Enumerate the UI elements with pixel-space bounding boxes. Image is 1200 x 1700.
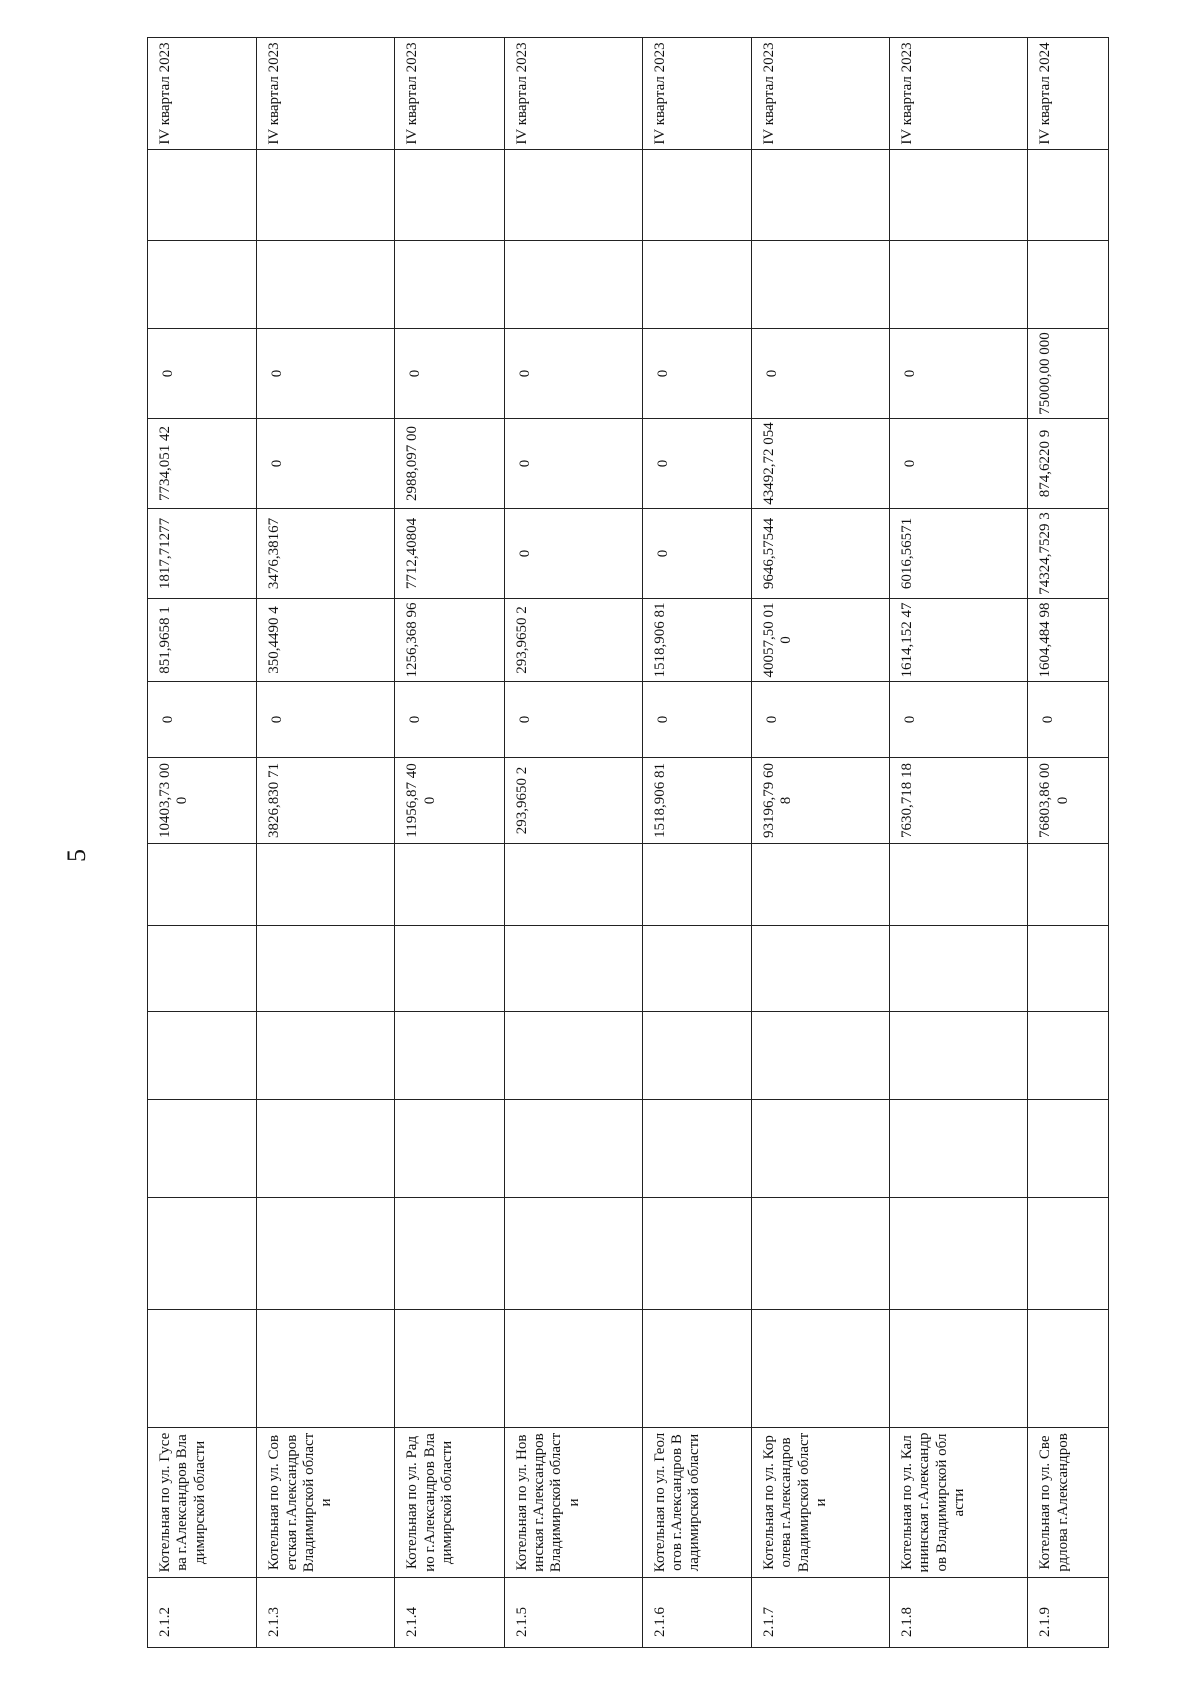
row-number-cell: 2.1.3	[257, 1578, 395, 1648]
value-cell: 0	[642, 419, 751, 509]
empty-cell	[395, 1012, 504, 1100]
empty-cell	[752, 1198, 890, 1310]
empty-cell	[1028, 1012, 1109, 1100]
empty-cell	[148, 1100, 257, 1198]
empty-cell	[257, 1100, 395, 1198]
empty-cell	[504, 1198, 642, 1310]
value-cell: 40057,50 010	[752, 599, 890, 682]
page-number: 5	[62, 849, 91, 862]
term-cell: IV квартал 2024	[1028, 38, 1109, 150]
empty-cell	[890, 1100, 1028, 1198]
row-number-cell: 2.1.8	[890, 1578, 1028, 1648]
value-cell: 0	[752, 329, 890, 419]
empty-cell	[148, 150, 257, 241]
empty-cell	[148, 1310, 257, 1428]
empty-cell	[752, 1310, 890, 1428]
empty-cell	[890, 1310, 1028, 1428]
value-cell: 350,4490 4	[257, 599, 395, 682]
empty-cell	[1028, 1100, 1109, 1198]
value-cell: 0	[395, 682, 504, 758]
value-cell: 3476,38167	[257, 509, 395, 599]
empty-cell	[642, 1012, 751, 1100]
object-name-cell: Котельная по ул. Новинская г.Александров Владимирской области	[504, 1428, 642, 1578]
empty-cell	[257, 1198, 395, 1310]
empty-cell	[504, 1100, 642, 1198]
empty-cell	[642, 1310, 751, 1428]
value-cell: 0	[890, 682, 1028, 758]
empty-cell	[752, 926, 890, 1012]
empty-cell	[752, 150, 890, 241]
empty-cell	[395, 844, 504, 926]
investment-table	[147, 37, 1109, 1648]
empty-cell	[752, 844, 890, 926]
empty-cell	[752, 1012, 890, 1100]
value-cell: 0	[890, 329, 1028, 419]
investment-table-rotated	[147, 42, 1109, 1648]
value-cell: 1817,71277	[148, 509, 257, 599]
empty-cell	[890, 1012, 1028, 1100]
term-cell: IV квартал 2023	[148, 38, 257, 150]
table-row	[642, 38, 751, 1648]
table-row	[1028, 38, 1109, 1648]
value-cell: 1518,906 81	[642, 599, 751, 682]
value-cell: 0	[752, 682, 890, 758]
table-row	[504, 38, 642, 1648]
empty-cell	[395, 1198, 504, 1310]
value-cell: 0	[148, 329, 257, 419]
term-cell: IV квартал 2023	[257, 38, 395, 150]
value-cell: 43492,72 054	[752, 419, 890, 509]
empty-cell	[1028, 241, 1109, 329]
row-number-cell: 2.1.9	[1028, 1578, 1109, 1648]
empty-cell	[890, 150, 1028, 241]
empty-cell	[890, 241, 1028, 329]
value-cell: 293,9650 2	[504, 758, 642, 844]
empty-cell	[642, 844, 751, 926]
value-cell: 874,6220 9	[1028, 419, 1109, 509]
term-cell: IV квартал 2023	[642, 38, 751, 150]
value-cell: 76803,86 000	[1028, 758, 1109, 844]
value-cell: 7630,718 18	[890, 758, 1028, 844]
object-name-cell: Котельная по ул. Калининская г.Александров Владимирской области	[890, 1428, 1028, 1578]
value-cell: 0	[504, 682, 642, 758]
value-cell: 7734,051 42	[148, 419, 257, 509]
empty-cell	[1028, 926, 1109, 1012]
empty-cell	[257, 150, 395, 241]
value-cell: 6016,56571	[890, 509, 1028, 599]
value-cell: 1614,152 47	[890, 599, 1028, 682]
object-name-cell: Котельная по ул. Гусева г.Александров Владимирской области	[148, 1428, 257, 1578]
empty-cell	[148, 844, 257, 926]
empty-cell	[1028, 150, 1109, 241]
value-cell: 75000,00 000	[1028, 329, 1109, 419]
empty-cell	[504, 241, 642, 329]
value-cell: 10403,73 000	[148, 758, 257, 844]
value-cell: 0	[642, 682, 751, 758]
empty-cell	[642, 241, 751, 329]
value-cell: 0	[504, 509, 642, 599]
object-name-cell: Котельная по ул. Свердлова г.Александров	[1028, 1428, 1109, 1578]
value-cell: 93196,79 608	[752, 758, 890, 844]
value-cell: 1604,484 98	[1028, 599, 1109, 682]
empty-cell	[148, 1012, 257, 1100]
value-cell: 0	[257, 419, 395, 509]
empty-cell	[148, 241, 257, 329]
empty-cell	[504, 926, 642, 1012]
value-cell: 9646,57544	[752, 509, 890, 599]
table-row	[890, 38, 1028, 1648]
empty-cell	[395, 1100, 504, 1198]
empty-cell	[504, 150, 642, 241]
empty-cell	[395, 150, 504, 241]
value-cell: 1518,906 81	[642, 758, 751, 844]
empty-cell	[642, 1198, 751, 1310]
value-cell: 74324,7529 3	[1028, 509, 1109, 599]
value-cell: 0	[642, 509, 751, 599]
value-cell: 2988,097 00	[395, 419, 504, 509]
empty-cell	[752, 241, 890, 329]
value-cell: 0	[1028, 682, 1109, 758]
value-cell: 851,9658 1	[148, 599, 257, 682]
row-number-cell: 2.1.6	[642, 1578, 751, 1648]
empty-cell	[257, 241, 395, 329]
empty-cell	[890, 1198, 1028, 1310]
object-name-cell: Котельная по ул. Королева г.Александров Владимирской области	[752, 1428, 890, 1578]
value-cell: 0	[890, 419, 1028, 509]
empty-cell	[148, 926, 257, 1012]
row-number-cell: 2.1.7	[752, 1578, 890, 1648]
value-cell: 1256,368 96	[395, 599, 504, 682]
table-row	[395, 38, 504, 1648]
empty-cell	[504, 844, 642, 926]
empty-cell	[1028, 844, 1109, 926]
object-name-cell: Котельная по ул. Советская г.Александров Владимирской области	[257, 1428, 395, 1578]
empty-cell	[1028, 1198, 1109, 1310]
term-cell: IV квартал 2023	[890, 38, 1028, 150]
object-name-cell: Котельная по ул. Геологов г.Александров Владимирской области	[642, 1428, 751, 1578]
empty-cell	[395, 1310, 504, 1428]
table-row	[752, 38, 890, 1648]
empty-cell	[257, 926, 395, 1012]
empty-cell	[642, 150, 751, 241]
value-cell: 0	[395, 329, 504, 419]
value-cell: 0	[642, 329, 751, 419]
empty-cell	[257, 1012, 395, 1100]
empty-cell	[1028, 1310, 1109, 1428]
empty-cell	[890, 926, 1028, 1012]
value-cell: 7712,40804	[395, 509, 504, 599]
value-cell: 0	[257, 682, 395, 758]
value-cell: 0	[148, 682, 257, 758]
empty-cell	[395, 926, 504, 1012]
table-row	[148, 38, 257, 1648]
term-cell: IV квартал 2023	[504, 38, 642, 150]
value-cell: 0	[504, 419, 642, 509]
empty-cell	[504, 1310, 642, 1428]
row-number-cell: 2.1.4	[395, 1578, 504, 1648]
empty-cell	[752, 1100, 890, 1198]
table-row	[257, 38, 395, 1648]
value-cell: 293,9650 2	[504, 599, 642, 682]
term-cell: IV квартал 2023	[752, 38, 890, 150]
row-number-cell: 2.1.2	[148, 1578, 257, 1648]
empty-cell	[890, 844, 1028, 926]
empty-cell	[257, 844, 395, 926]
empty-cell	[642, 926, 751, 1012]
row-number-cell: 2.1.5	[504, 1578, 642, 1648]
empty-cell	[148, 1198, 257, 1310]
value-cell: 11956,87 400	[395, 758, 504, 844]
empty-cell	[642, 1100, 751, 1198]
object-name-cell: Котельная по ул. Радио г.Александров Владимирской области	[395, 1428, 504, 1578]
empty-cell	[395, 241, 504, 329]
value-cell: 0	[504, 329, 642, 419]
value-cell: 0	[257, 329, 395, 419]
value-cell: 3826,830 71	[257, 758, 395, 844]
term-cell: IV квартал 2023	[395, 38, 504, 150]
empty-cell	[257, 1310, 395, 1428]
empty-cell	[504, 1012, 642, 1100]
